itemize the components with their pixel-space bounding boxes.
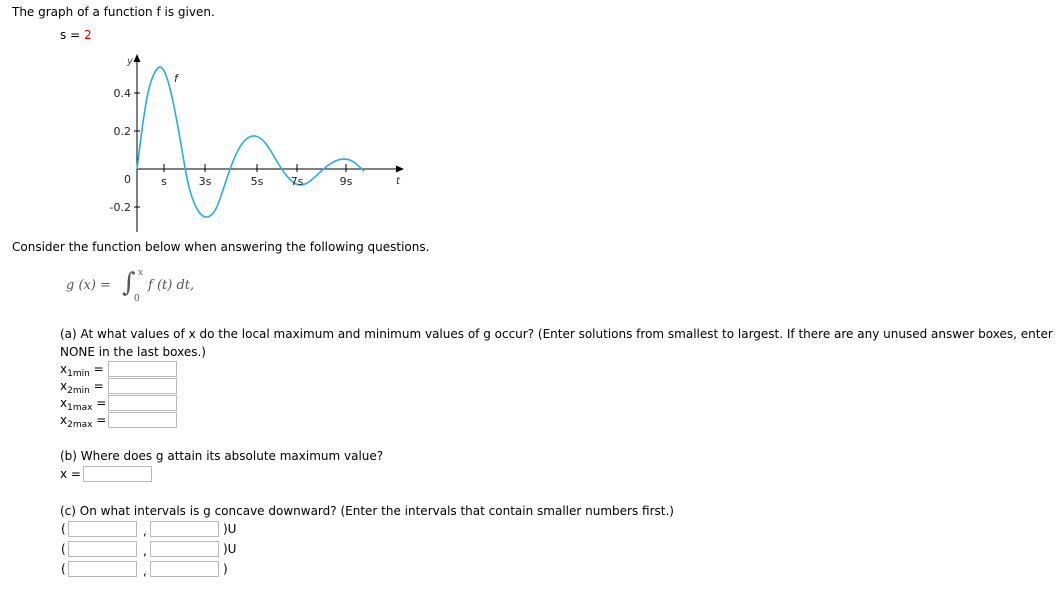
integral-lower-limit: 0 <box>134 294 140 304</box>
interval-1-close-union: )U <box>223 522 237 536</box>
intro-text: The graph of a function f is given. <box>12 5 215 19</box>
y-axis-arrow <box>134 54 141 62</box>
x-tick-label-9s: 9s <box>339 175 353 188</box>
x1max-label: $x_{1max}$ = <box>60 396 107 413</box>
curve-label-f: f <box>174 72 178 85</box>
integral-sign: ∫ <box>122 268 136 298</box>
interval-3-open-paren: ( <box>61 562 66 576</box>
formula-integrand: f (t) dt, <box>148 278 195 293</box>
x-tick-label-3s: 3s <box>198 175 212 188</box>
y-tick-label-0.4: 0.4 <box>113 87 131 100</box>
part-a-question: (a) At what values of x do the local maximum and minimum values of g occur? (Enter solutions from smallest to largest. If there are any unused answer boxes, enter <box>60 327 1053 341</box>
s-label: s = <box>60 28 84 42</box>
formula-lhs: g (x) = <box>66 278 111 293</box>
interval-2-comma: , <box>143 544 147 558</box>
s-value: 2 <box>83 28 92 42</box>
y-axis-label: y <box>127 56 133 67</box>
interval-3-comma: , <box>143 564 147 578</box>
y-tick-label-0.2: 0.2 <box>113 125 131 138</box>
y-tick-label-neg0.2: -0.2 <box>109 201 131 214</box>
interval-3-close-paren: ) <box>223 562 228 576</box>
interval-1-end-input[interactable] <box>150 521 219 537</box>
x2min-label: $x_{2min}$ = <box>60 379 104 396</box>
y-tick-label-0: 0 <box>124 173 131 186</box>
absolute-max-input[interactable] <box>83 466 152 482</box>
consider-text: Consider the function below when answering the following questions. <box>12 240 430 254</box>
part-b-question: (b) Where does g attain its absolute maximum value? <box>60 449 384 463</box>
interval-2-end-input[interactable] <box>150 541 219 557</box>
interval-1-open-paren: ( <box>61 522 66 536</box>
part-c-question: (c) On what intervals is g concave downward? (Enter the intervals that contain smaller numbers first.) <box>60 504 674 518</box>
x-tick-label-7s: 7s <box>290 175 304 188</box>
interval-2-close-union: )U <box>223 542 237 556</box>
x-axis-label: t <box>396 176 400 187</box>
interval-2-open-paren: ( <box>61 542 66 556</box>
x-tick-label-s: s <box>161 175 167 188</box>
x2min-input[interactable] <box>108 378 177 394</box>
x2max-input[interactable] <box>108 412 177 428</box>
x1min-label: $x_{1min}$ = <box>60 362 104 379</box>
s-value-line <box>60 28 92 42</box>
x2max-label: $x_{2max}$ = <box>60 413 107 430</box>
part-a-question-cont: NONE in the last boxes.) <box>60 345 206 359</box>
interval-2-start-input[interactable] <box>68 541 137 557</box>
integral-upper-limit: x <box>138 268 144 278</box>
x1max-input[interactable] <box>108 395 177 411</box>
interval-1-start-input[interactable] <box>68 521 137 537</box>
function-graph <box>100 52 420 237</box>
interval-3-end-input[interactable] <box>150 561 219 577</box>
curve-f <box>137 67 364 217</box>
x-tick-label-5s: 5s <box>250 175 264 188</box>
x1min-input[interactable] <box>108 361 177 377</box>
interval-3-start-input[interactable] <box>68 561 137 577</box>
x-axis-arrow <box>396 166 404 173</box>
part-b-label: x = <box>60 467 81 481</box>
interval-1-comma: , <box>143 524 147 538</box>
